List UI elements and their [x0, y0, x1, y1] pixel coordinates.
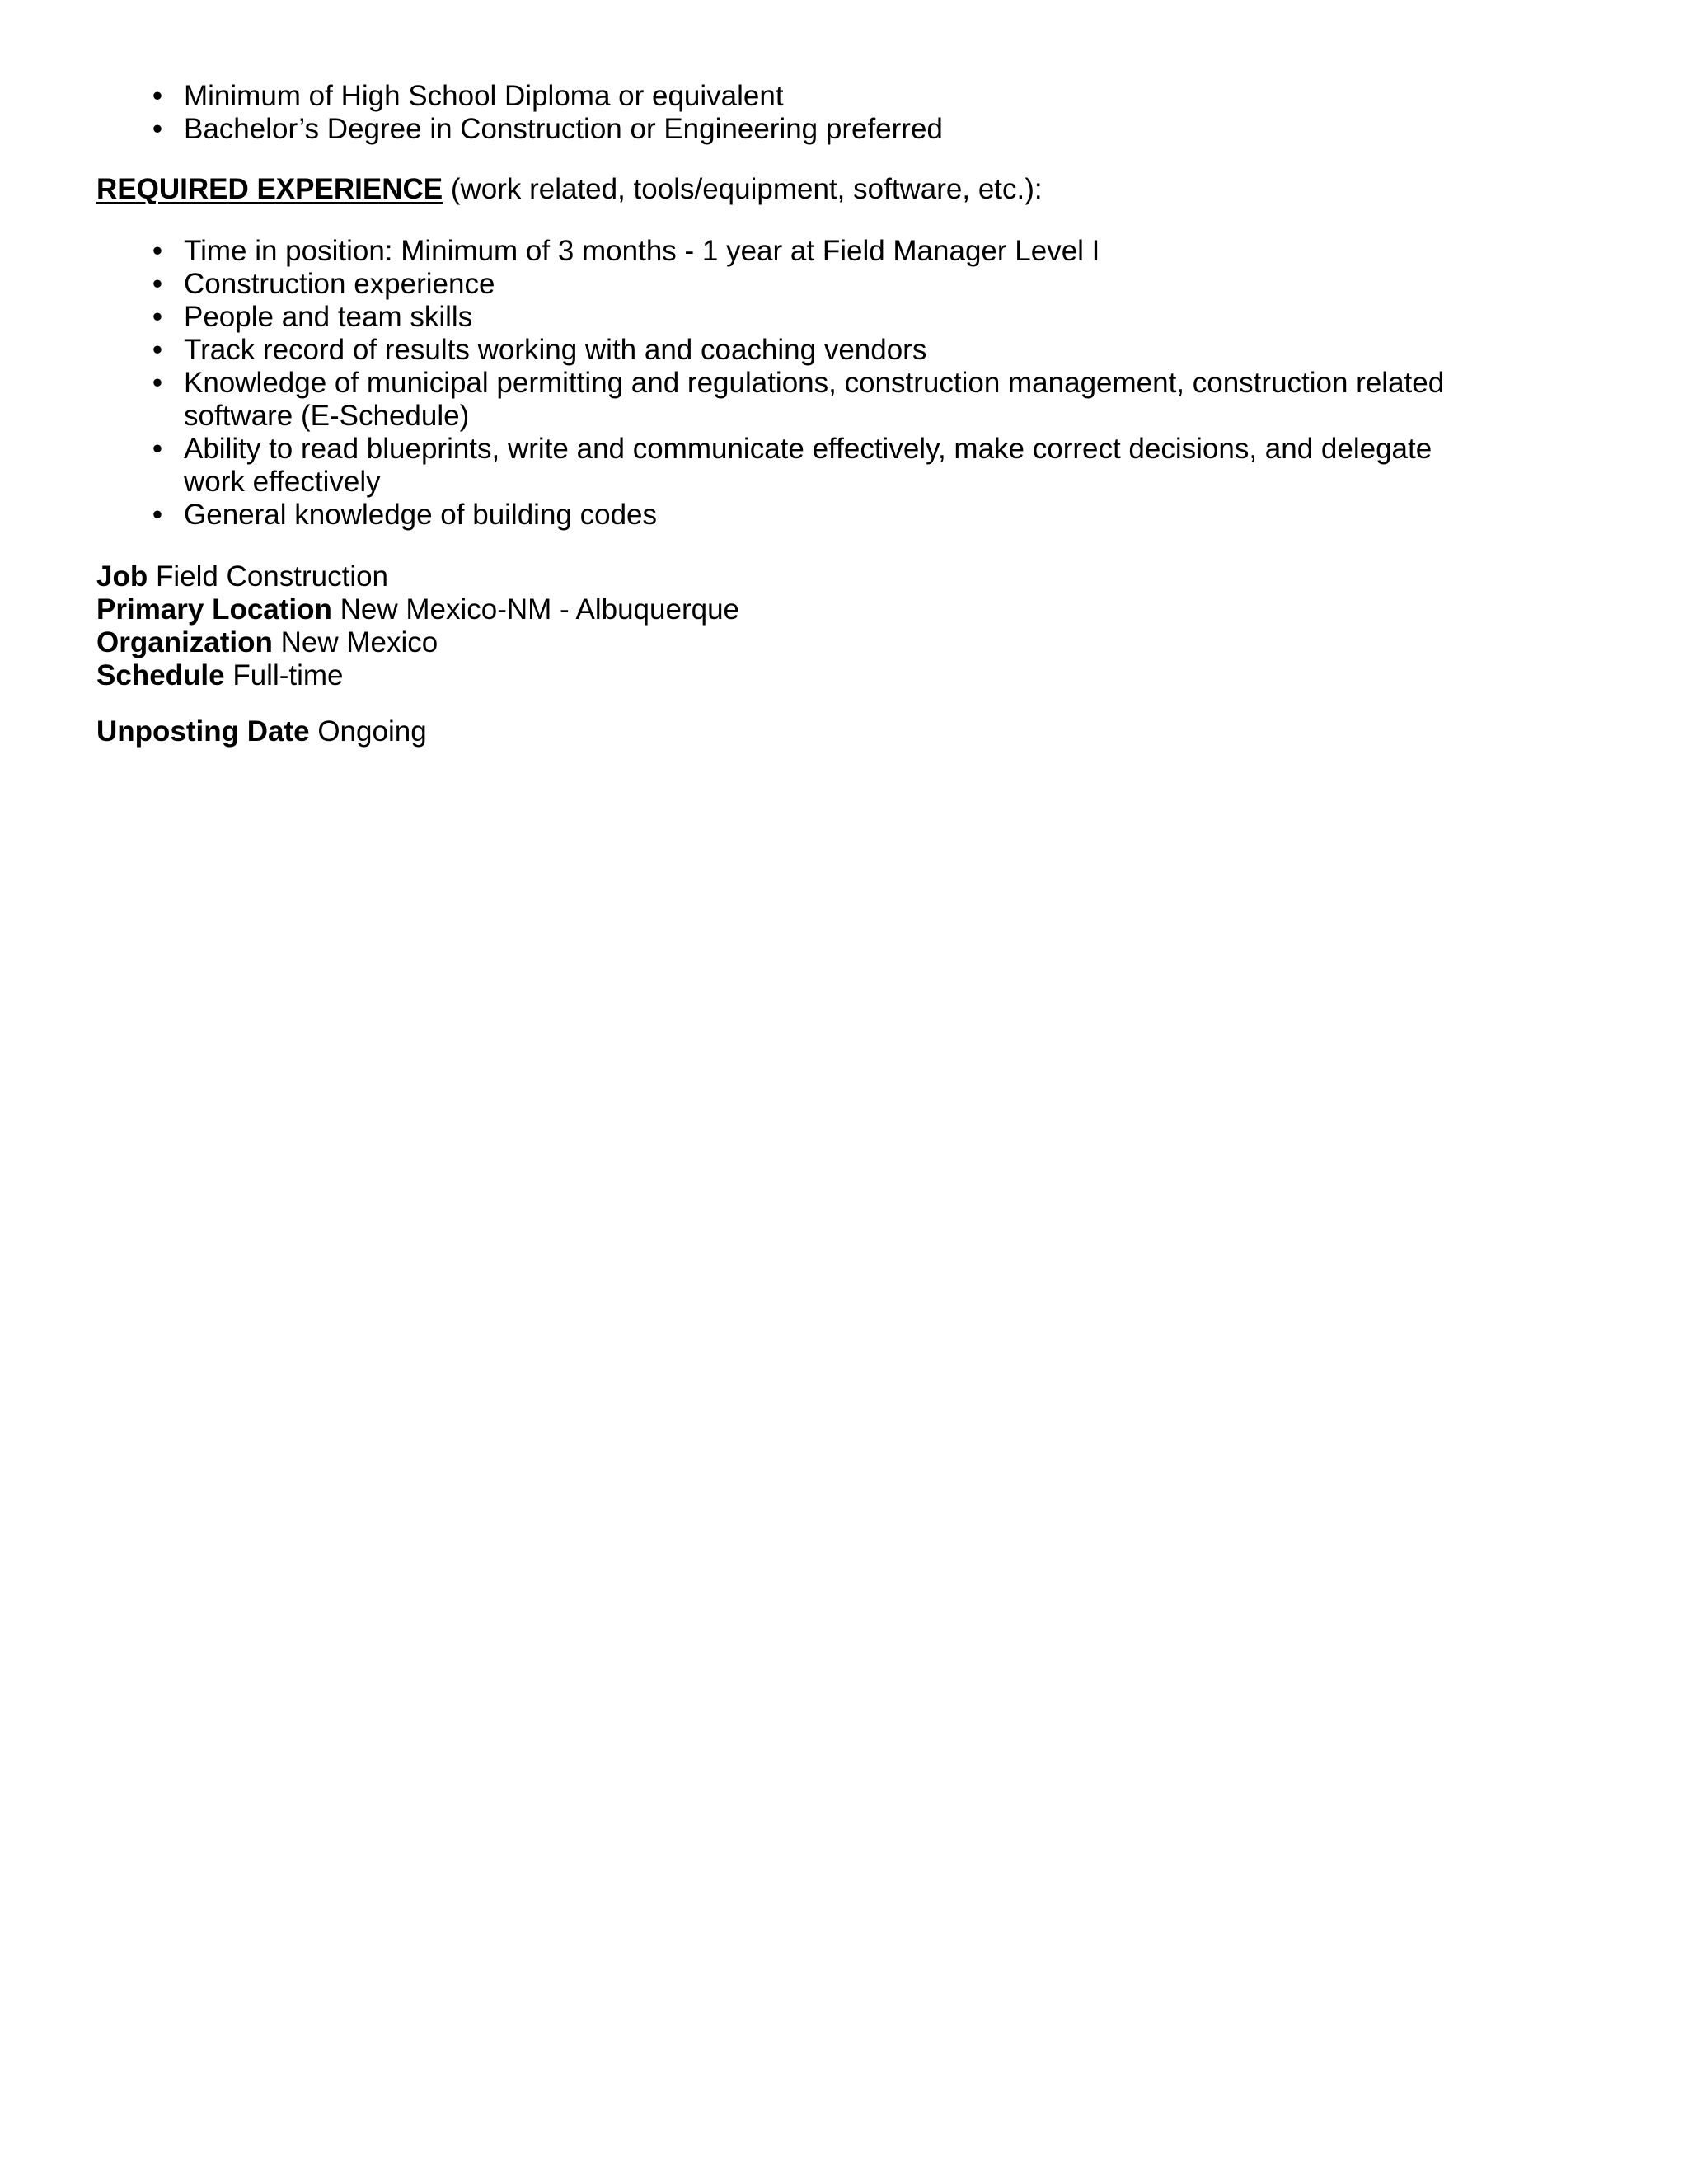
location-label: Primary Location — [96, 593, 332, 626]
bullet-icon: • — [152, 268, 163, 300]
job-row — [96, 560, 739, 593]
list-item-text: Time in position: Minimum of 3 months - 1 year at Field Manager Level I — [184, 235, 1100, 267]
section-note: (work related, tools/equipment, software, etc.): — [443, 173, 1043, 205]
list-item — [0, 334, 1470, 367]
job-value: Field Construction — [148, 560, 389, 593]
experience-list — [0, 235, 1470, 532]
list-item-text: Ability to read blueprints, write and communicate effectively, make correct decisions, and delegate work effectively — [184, 433, 1432, 498]
unposting-value: Ongoing — [309, 715, 427, 748]
list-item-text: Track record of results working with and coaching vendors — [184, 334, 927, 366]
schedule-value: Full-time — [224, 659, 344, 691]
organization-row — [96, 626, 739, 659]
organization-label: Organization — [96, 626, 273, 658]
bullet-icon: • — [152, 113, 163, 145]
location-value: New Mexico-NM - Albuquerque — [331, 593, 740, 626]
list-item — [0, 367, 1470, 433]
bullet-icon: • — [152, 334, 163, 366]
unposting-label: Unposting Date — [96, 715, 310, 748]
list-item — [0, 301, 1470, 334]
education-list — [0, 80, 1470, 146]
job-details — [96, 560, 739, 692]
bullet-icon: • — [152, 499, 163, 531]
bullet-icon: • — [152, 235, 163, 267]
unposting-row — [96, 715, 427, 748]
list-item-text: Construction experience — [184, 268, 495, 300]
list-item-text: General knowledge of building codes — [184, 499, 657, 531]
organization-value: New Mexico — [272, 626, 438, 658]
section-title: REQUIRED EXPERIENCE — [96, 173, 443, 205]
list-item — [0, 235, 1470, 268]
schedule-row — [96, 659, 739, 692]
list-item — [0, 113, 1470, 146]
required-experience-heading — [96, 173, 1043, 206]
schedule-label: Schedule — [96, 659, 225, 691]
list-item — [0, 268, 1470, 301]
bullet-icon: • — [152, 367, 163, 399]
bullet-icon: • — [152, 433, 163, 465]
list-item-text: People and team skills — [184, 301, 473, 333]
bullet-icon: • — [152, 80, 163, 112]
list-item-text: Bachelor’s Degree in Construction or Engineering preferred — [184, 113, 943, 145]
bullet-icon: • — [152, 301, 163, 333]
list-item-text: Knowledge of municipal permitting and regulations, construction management, construction related software (E-Schedule) — [184, 367, 1445, 432]
job-label: Job — [96, 560, 148, 593]
location-row — [96, 593, 739, 626]
list-item — [0, 80, 1470, 113]
list-item-text: Minimum of High School Diploma or equivalent — [184, 80, 784, 112]
list-item — [0, 499, 1470, 532]
list-item — [0, 433, 1470, 499]
